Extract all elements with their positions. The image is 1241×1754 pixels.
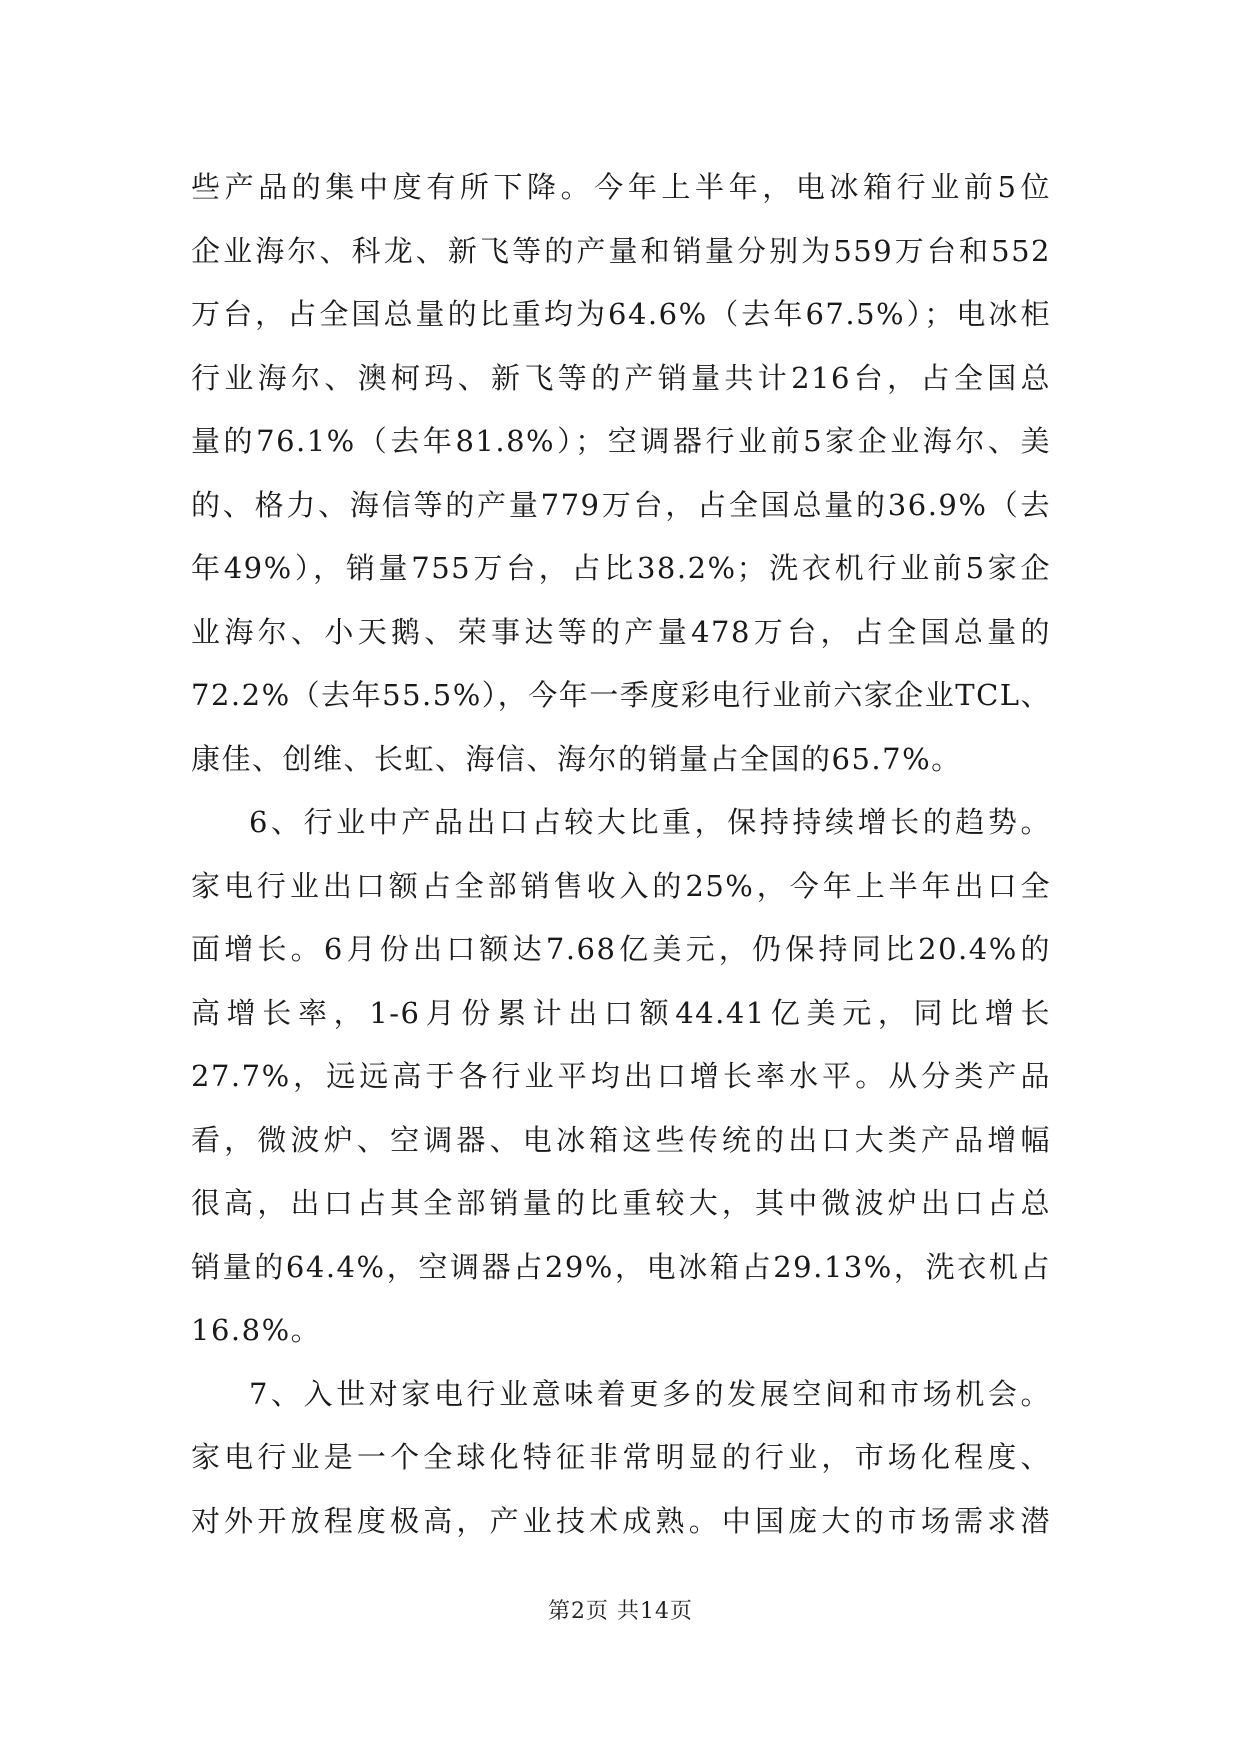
text-line: 企业海尔、科龙、新飞等的产量和销量分别为559万台和552 xyxy=(191,233,1051,268)
text-line: 很高，出口占其全部销量的比重较大，其中微波炉出口占总 xyxy=(191,1186,1051,1220)
text-line: 行业海尔、澳柯玛、新飞等的产销量共计216台，占全国总 xyxy=(191,360,1051,395)
text-line: 万台，占全国总量的比重均为64.6%（去年67.5%）；电冰柜 xyxy=(191,297,1051,331)
text-line: 些产品的集中度有所下降。今年上半年，电冰箱行业前5位 xyxy=(191,170,1051,204)
text-line: 面增长。6月份出口额达7.68亿美元，仍保持同比20.4%的 xyxy=(191,932,1051,966)
text-line: 家电行业是一个全球化特征非常明显的行业，市场化程度、 xyxy=(191,1440,1051,1474)
paragraph-last-line: 16.8%。 xyxy=(191,1313,322,1347)
text-line: 27.7%，远远高于各行业平均出口增长率水平。从分类产品 xyxy=(191,1059,1051,1093)
text-line: 销量的64.4%，空调器占29%，电冰箱占29.13%，洗衣机占 xyxy=(191,1249,1051,1284)
paragraph-6-heading: 6、行业中产品出口占较大比重，保持持续增长的趋势。 xyxy=(249,805,1051,839)
body-text xyxy=(191,156,1051,1553)
text-line: 的、格力、海信等的产量779万台，占全国总量的36.9%（去 xyxy=(191,487,1051,522)
paragraph-last-line: 康佳、创维、长虹、海信、海尔的销量占全国的65.7%。 xyxy=(191,741,962,776)
text-line: 年49%），销量755万台，占比38.2%；洗衣机行业前5家企 xyxy=(191,551,1051,585)
text-line: 高增长率，1-6月份累计出口额44.41亿美元，同比增长 xyxy=(191,995,1051,1030)
text-line: 72.2%（去年55.5%），今年一季度彩电行业前六家企业TCL、 xyxy=(191,678,1051,712)
paragraph-7-heading: 7、入世对家电行业意味着更多的发展空间和市场机会。 xyxy=(249,1376,1051,1411)
text-line: 对外开放程度极高，产业技术成熟。中国庞大的市场需求潜 xyxy=(191,1503,1051,1538)
text-line: 家电行业出口额占全部销售收入的25%，今年上半年出口全 xyxy=(191,868,1051,903)
page-footer: 第2页 共14页 xyxy=(548,1599,693,1624)
text-line: 业海尔、小天鹅、荣事达等的产量478万台，占全国总量的 xyxy=(191,614,1051,649)
text-line: 看，微波炉、空调器、电冰箱这些传统的出口大类产品增幅 xyxy=(191,1122,1051,1157)
text-line: 量的76.1%（去年81.8%）；空调器行业前5家企业海尔、美 xyxy=(191,424,1051,458)
